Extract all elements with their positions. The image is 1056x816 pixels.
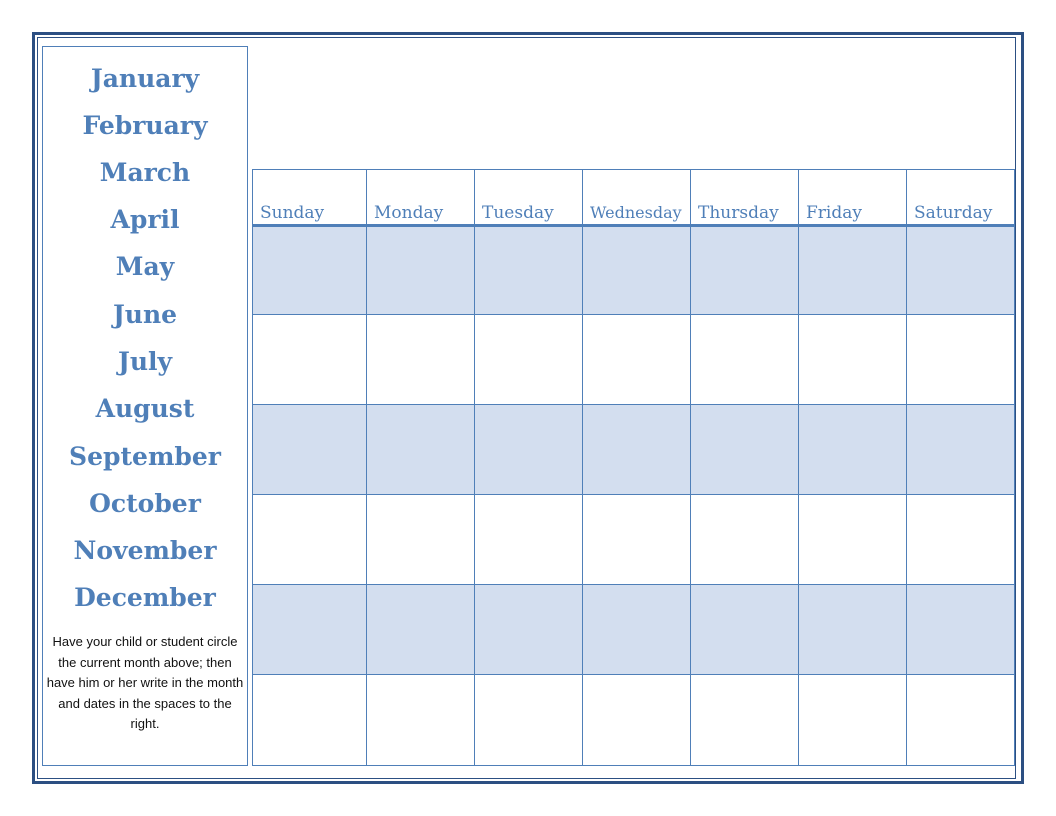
month-november[interactable]: November [73, 536, 217, 565]
row-divider [253, 314, 1014, 315]
day-header-tuesday: Tuesday [482, 203, 554, 223]
column-divider [366, 170, 367, 765]
month-march[interactable]: March [99, 158, 191, 187]
month-february[interactable]: February [82, 111, 208, 140]
day-header-sunday: Sunday [260, 203, 325, 223]
month-january[interactable]: January [90, 64, 200, 93]
day-header-friday: Friday [806, 203, 862, 223]
header-rule [253, 224, 1014, 227]
column-divider [582, 170, 583, 765]
day-header-thursday: Thursday [698, 203, 779, 223]
month-october[interactable]: October [89, 489, 201, 518]
day-header-wednesday: Wednesday [590, 203, 682, 222]
row-divider [253, 494, 1014, 495]
row-divider [253, 584, 1014, 585]
week-row-5-shade [253, 585, 1014, 674]
column-divider [906, 170, 907, 765]
row-divider [253, 404, 1014, 405]
month-april[interactable]: April [110, 205, 180, 234]
month-may[interactable]: May [115, 252, 175, 281]
week-row-1-shade [253, 226, 1014, 315]
month-june[interactable]: June [112, 300, 178, 329]
week-row-3-shade [253, 405, 1014, 494]
day-header-monday: Monday [374, 203, 444, 223]
column-divider [690, 170, 691, 765]
row-divider [253, 674, 1014, 675]
day-header-saturday: Saturday [914, 203, 993, 223]
month-july[interactable]: July [117, 347, 173, 376]
column-divider [798, 170, 799, 765]
month-december[interactable]: December [74, 583, 216, 612]
column-divider [474, 170, 475, 765]
month-september[interactable]: September [69, 442, 221, 471]
month-august[interactable]: August [95, 394, 195, 423]
instructions-text: Have your child or student circle the current month above; then have him or her write in the month and dates in the spaces to the right. [46, 634, 244, 731]
